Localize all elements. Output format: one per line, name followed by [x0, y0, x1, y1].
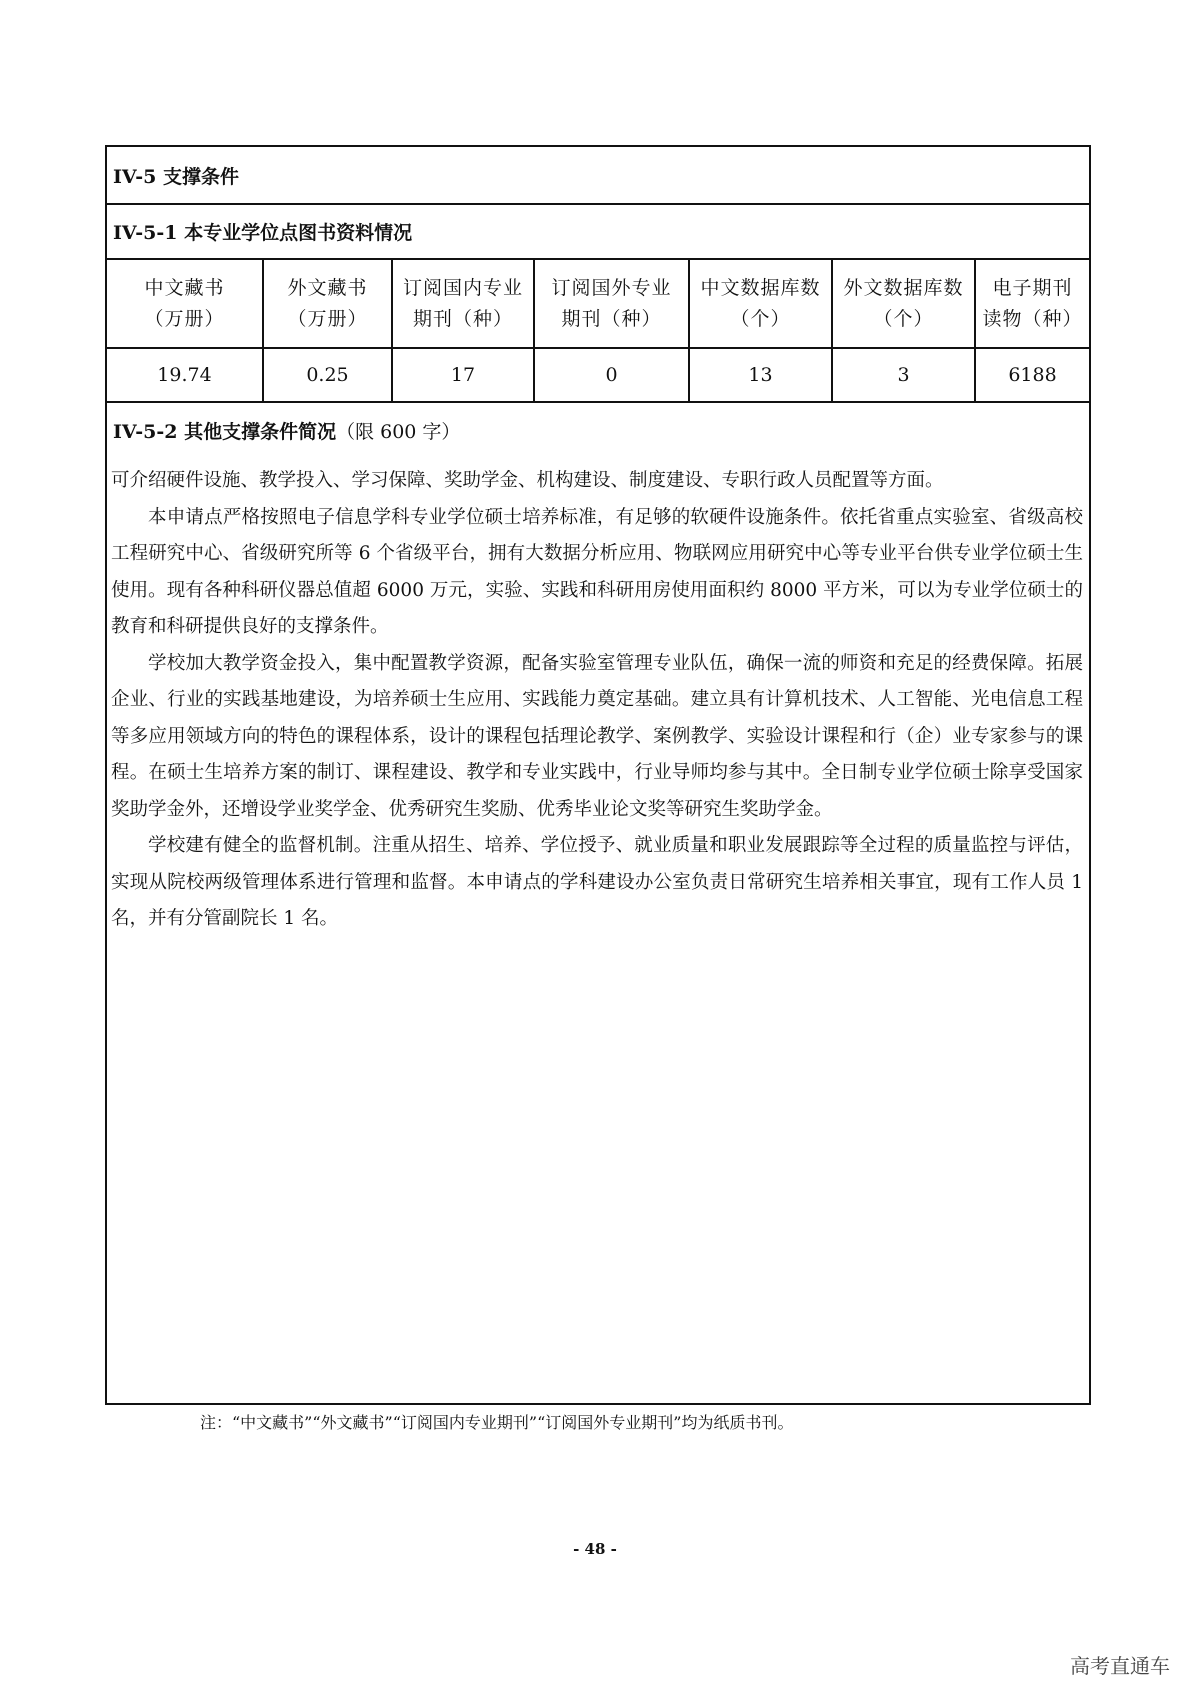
subsection1-title: IV-5-1 本专业学位点图书资料情况	[107, 205, 1089, 260]
value-cell: 0	[535, 349, 690, 401]
value-cell: 6188	[1008, 363, 1057, 386]
section-title: IV-5 支撑条件	[107, 147, 1089, 205]
header-cell: 中文数据库数 （个）	[690, 260, 833, 347]
word-limit: （限 600 字）	[336, 420, 461, 443]
header-cell: 订阅国内专业 期刊（种）	[393, 260, 535, 347]
paragraph: 学校建有健全的监督机制。注重从招生、培养、学位授予、就业质量和职业发展跟踪等全过程的质量监控与评估，实现从院校两级管理体系进行管理和监督。本申请点的学科建设办公室负责日常研究生培养相关事宜，现有工作人员 1 名，并有分管副院长 1 名。	[111, 835, 1083, 929]
paragraph: 本申请点严格按照电子信息学科专业学位硕士培养标准，有足够的软硬件设施条件。依托省重点实验室、省级高校工程研究中心、省级研究所等 6 个省级平台，拥有大数据分析应用、物联网应用研究中心等专业平台供专业学位硕士生使用。现有各种科研仪器总值超 6000 万元，实验、实践和科研用房使用面积约 8000 平方米，可以为专业学位硕士的教育和科研提供良好的支撑条件。	[111, 506, 1083, 637]
header-cell: 订阅国外专业 期刊（种）	[535, 260, 690, 347]
header-cell: 中文藏书 （万册）	[107, 260, 264, 347]
paragraph-intro: 可介绍硬件设施、教学投入、学习保障、奖助学金、机构建设、制度建设、专职行政人员配置等方面。	[111, 470, 944, 491]
value-cell: 3	[833, 349, 976, 401]
value-cell: 19.74	[107, 349, 264, 401]
value-cell: 13	[690, 349, 833, 401]
table-header-row	[107, 260, 1089, 349]
value-cell: 17	[393, 349, 535, 401]
header-cell: 电子期刊 读物（种）	[982, 276, 1083, 330]
header-cell: 外文数据库数 （个）	[833, 260, 976, 347]
value-cell: 0.25	[264, 349, 393, 401]
table-value-row	[107, 349, 1089, 403]
paragraph: 学校加大教学资金投入，集中配置教学资源，配备实验室管理专业队伍，确保一流的师资和充足的经费保障。拓展企业、行业的实践基地建设，为培养硕士生应用、实践能力奠定基础。建立具有计算机技术、人工智能、光电信息工程等多应用领域方向的特色的课程体系，设计的课程包括理论教学、案例教学、实验设计课程和行（企）业专家参与的课程。在硕士生培养方案的制订、课程建设、教学和专业实践中，行业导师均参与其中。全日制专业学位硕士除享受国家奖助学金外，还增设学业奖学金、优秀研究生奖励、优秀毕业论文奖等研究生奖助学金。	[111, 652, 1083, 820]
footnote: 注：“中文藏书”“外文藏书”“订阅国内专业期刊”“订阅国外专业期刊”均为纸质书刊。	[200, 1413, 794, 1432]
watermark: 高考直通车	[1070, 1654, 1170, 1678]
header-cell: 外文藏书 （万册）	[264, 260, 393, 347]
page-number: - 48 -	[573, 1540, 617, 1558]
body-text	[111, 463, 1083, 938]
form-frame	[105, 145, 1091, 1405]
subsection2-title: IV-5-2 其他支撑条件简况 （限 600 字）	[107, 403, 1089, 457]
